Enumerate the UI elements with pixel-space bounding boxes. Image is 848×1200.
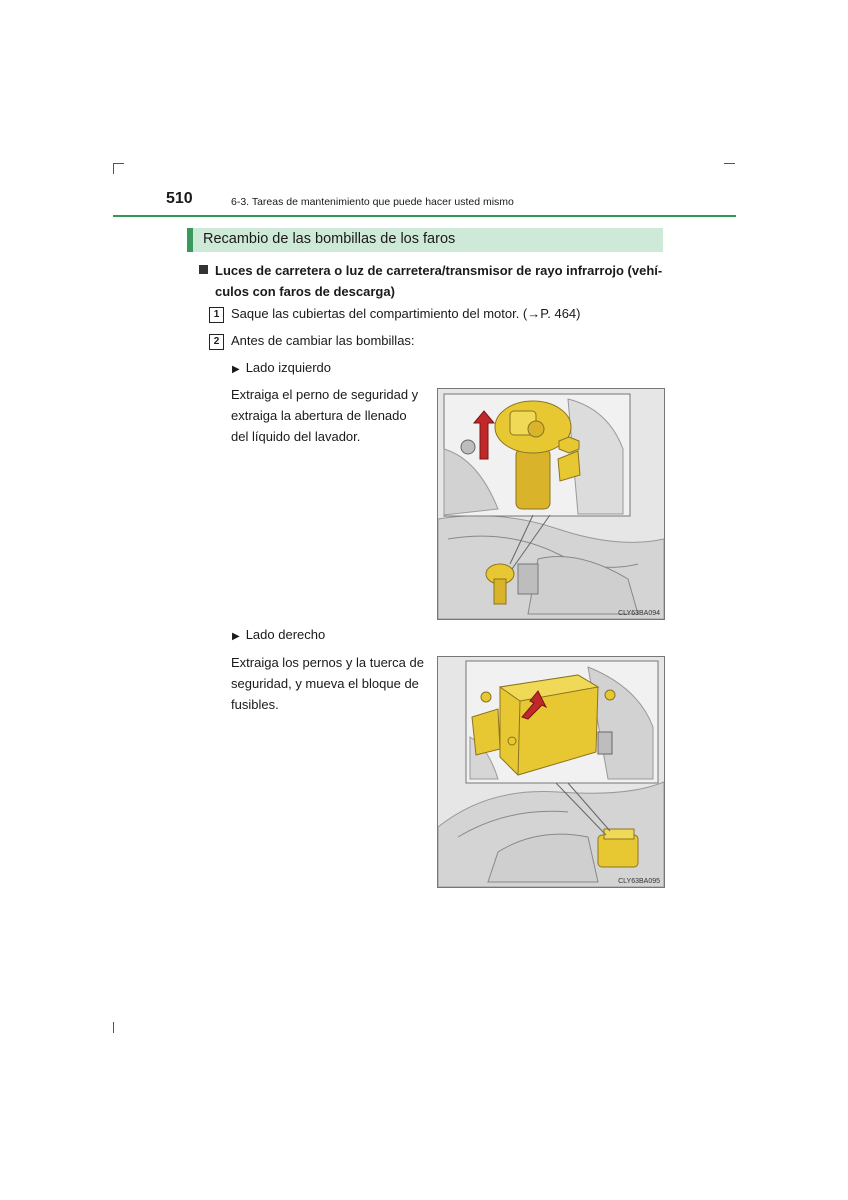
header-rule <box>113 215 736 217</box>
subsection-heading-line1: Luces de carretera o luz de carretera/transmisor de rayo infrarrojo (vehí- <box>215 263 663 278</box>
figure-code: CLY63BA094 <box>618 610 660 617</box>
chapter-title: 6-3. Tareas de mantenimiento que puede hacer usted mismo <box>231 196 514 208</box>
triangle-bullet-icon: ▶ <box>232 631 240 642</box>
step-number-box: 1 <box>209 307 224 323</box>
crop-mark-bottom-left-v <box>113 1022 114 1033</box>
figure-left-washer-tank <box>437 388 665 620</box>
subsection-heading <box>199 260 664 302</box>
section-title: Recambio de las bombillas de los faros <box>203 231 456 247</box>
figure-code: CLY63BA095 <box>618 878 660 885</box>
step-2 <box>209 333 415 350</box>
crop-mark-top-left-v <box>113 163 114 174</box>
section-heading-bar <box>187 228 663 252</box>
right-side-instructions: Extraiga los pernos y la tuerca de seguridad, y mueva el bloque de fusibles. <box>231 655 424 712</box>
step-1 <box>209 306 581 323</box>
left-side-instructions: Extraiga el perno de seguridad y extraiga la abertura de llenado del líquido del lavador. <box>231 387 419 444</box>
step-text: Antes de cambiar las bombillas: <box>231 333 415 348</box>
subsection-heading-line2: culos con faros de descarga) <box>215 284 395 299</box>
step-number-box: 2 <box>209 334 224 350</box>
right-side-label: ▶ Lado derecho <box>232 627 326 642</box>
figure-right-fuse-block <box>437 656 665 888</box>
square-bullet-icon <box>199 265 208 274</box>
engine-bay-illustration-right <box>438 657 664 887</box>
engine-bay-illustration-left <box>438 389 664 619</box>
left-side-label: ▶ Lado izquierdo <box>232 360 331 375</box>
page-number: 510 <box>166 190 193 207</box>
step-text: Saque las cubiertas del compartimiento del motor. (→P. 464) <box>231 306 581 321</box>
crop-mark-top-right-h <box>724 163 735 164</box>
triangle-bullet-icon: ▶ <box>232 364 240 375</box>
crop-mark-top-left-h <box>113 163 124 164</box>
